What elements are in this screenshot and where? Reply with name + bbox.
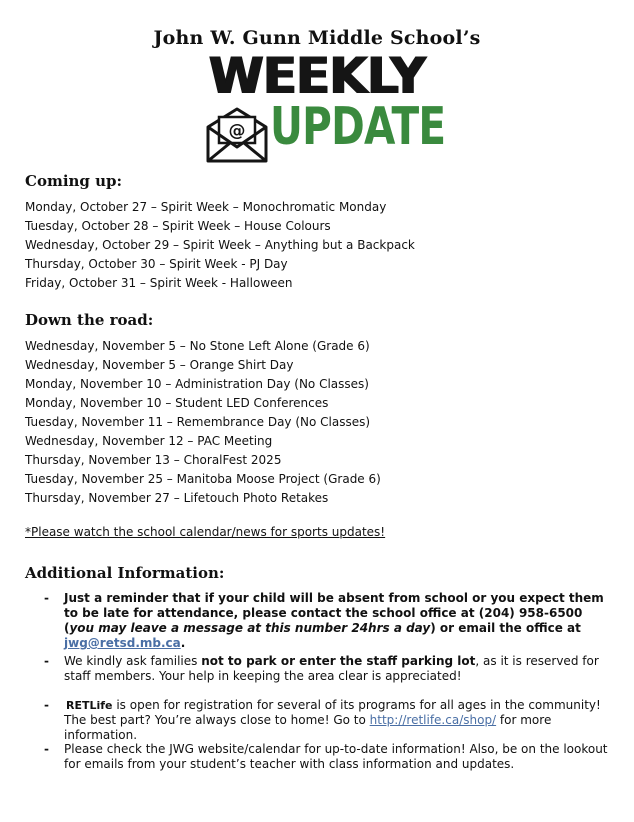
weekly-title: WEEKLY: [208, 47, 426, 105]
absence-italic: you may leave a message at this number 24hrs a day: [69, 621, 431, 635]
list-item: Thursday, November 13 – ChoralFest 2025: [25, 453, 282, 467]
coming-up-heading: Coming up:: [25, 172, 123, 190]
absence-text: Just a reminder that if your child will be absent from school or you expect them to be late for attendance, please contact the school office at (204) 958-6500 (: [64, 591, 604, 635]
list-item: Friday, October 31 – Spirit Week - Halloween: [25, 276, 293, 290]
svg-text:@: @: [228, 121, 246, 141]
parking-text-2: , as it is reserved for staff members. Your help in keeping the area clear is appreciated!: [64, 654, 599, 683]
list-item: Tuesday, November 25 – Manitoba Moose Project (Grade 6): [25, 472, 381, 486]
list-item: Wednesday, October 29 – Spirit Week – Anything but a Backpack: [25, 238, 415, 252]
down-the-road-heading: Down the road:: [25, 311, 154, 329]
absence-text-2: ) or email the office at: [430, 621, 581, 635]
parking-text: We kindly ask families: [64, 654, 202, 668]
list-item: Monday, November 10 – Student LED Conferences: [25, 396, 329, 410]
bullet-marker: -: [44, 742, 49, 756]
list-item: Wednesday, November 12 – PAC Meeting: [25, 434, 273, 448]
sports-note: *Please watch the school calendar/news for sports updates!: [25, 525, 386, 539]
list-item: Tuesday, October 28 – Spirit Week – House Colours: [25, 219, 331, 233]
absence-reminder: [64, 591, 609, 651]
list-item: Monday, October 27 – Spirit Week – Monochromatic Monday: [25, 200, 387, 214]
office-email-link[interactable]: jwg@retsd.mb.ca: [64, 636, 181, 650]
bullet-marker: -: [44, 698, 49, 712]
retlife-text: is open for registration for several of its programs for all ages in the community! The best part? You’re always close to home! Go to: [64, 698, 601, 727]
retlife-name: RETLife: [66, 699, 113, 712]
school-title: John W. Gunn Middle School’s: [153, 27, 481, 49]
parking-notice: [64, 654, 609, 684]
additional-info-heading: Additional Information:: [25, 564, 225, 582]
list-item: Thursday, October 30 – Spirit Week - PJ Day: [25, 257, 288, 271]
absence-end: .: [180, 636, 186, 650]
retlife-notice: [64, 698, 609, 743]
retlife-text-2: for more information.: [64, 713, 552, 742]
list-item: Tuesday, November 11 – Remembrance Day (No Classes): [25, 415, 371, 429]
envelope-icon: [206, 107, 268, 163]
bullet-marker: -: [44, 654, 49, 668]
list-item: Wednesday, November 5 – Orange Shirt Day: [25, 358, 294, 372]
retlife-shop-link[interactable]: http://retlife.ca/shop/: [369, 713, 497, 727]
parking-bold: not to park or enter the staff parking lot: [201, 654, 476, 668]
list-item: Thursday, November 27 – Lifetouch Photo Retakes: [25, 491, 329, 505]
list-item: Wednesday, November 5 – No Stone Left Alone (Grade 6): [25, 339, 370, 353]
website-notice: Please check the JWG website/calendar for up-to-date information! Also, be on the lookout for emails from your student’s teacher with class information and updates.: [64, 742, 608, 771]
list-item: Monday, November 10 – Administration Day (No Classes): [25, 377, 369, 391]
update-title: UPDATE: [270, 97, 446, 157]
bullet-marker: -: [44, 591, 49, 605]
